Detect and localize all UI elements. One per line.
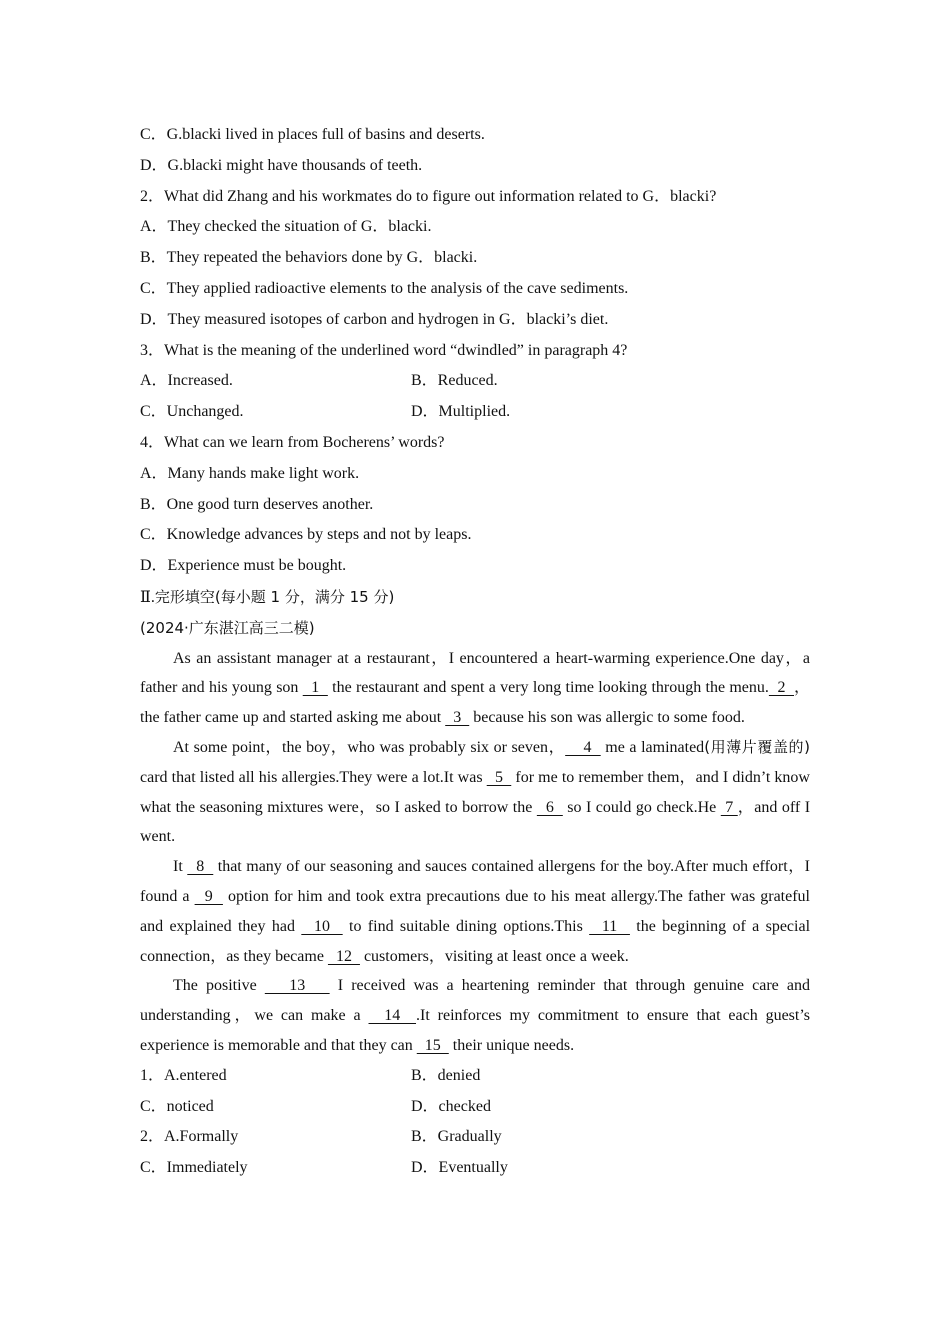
p2-text-3: card that listed all his allergies.They were a lot.It was bbox=[140, 768, 487, 786]
q3-stem bbox=[140, 336, 810, 367]
q2-option-d: D．They measured isotopes of carbon and hydrogen in G．blacki’s diet. bbox=[140, 310, 609, 328]
p1-text-2: the restaurant and spent a very long time looking through the menu. bbox=[327, 679, 769, 697]
blank-3: 3 bbox=[445, 709, 470, 727]
blank-15: 15 bbox=[416, 1036, 449, 1054]
q3-option-a: A．Increased. bbox=[140, 372, 233, 390]
blank-6: 6 bbox=[536, 798, 563, 816]
q2-option-a: A．They checked the situation of G．blacki. bbox=[140, 218, 432, 236]
p4-text-4: their unique needs. bbox=[448, 1036, 575, 1054]
p1-text-1: As an assistant manager at a restaurant，I encountered a heart-warming experience.One day，a father and his young son bbox=[140, 649, 810, 697]
q3-option-d: D．Multiplied. bbox=[411, 403, 511, 421]
gloss-note: (用薄片覆盖的) bbox=[704, 737, 810, 756]
passage-paragraph-4 bbox=[140, 971, 810, 1060]
p2-text-1: At some point，the boy，who was probably six or seven， bbox=[173, 738, 566, 756]
p3-text-2: that many of our seasoning and sauces contained allergens for the boy.After much effort，I found a bbox=[140, 858, 811, 905]
blank-13: 13 bbox=[264, 977, 330, 995]
p1-text-4: because his son was allergic to some food. bbox=[469, 709, 745, 727]
q1-option-c: C．G.blacki lived in places full of basins and deserts. bbox=[140, 126, 485, 143]
section-number: Ⅱ. bbox=[140, 588, 155, 606]
p2-text-4: for me to remember them，and I didn’t know what the seasoning mixtures were，so I asked to borrow the bbox=[140, 768, 810, 816]
p2-text-5: so I could go check.He bbox=[562, 798, 721, 816]
passage-paragraph-3 bbox=[140, 852, 810, 971]
section-score: (每小题 1 分，满分 15 分) bbox=[214, 587, 395, 606]
cloze-q1-option-b: B．denied bbox=[411, 1066, 481, 1084]
blank-8: 8 bbox=[187, 858, 214, 876]
cloze-q2-option-a: 2．A.Formally bbox=[140, 1128, 239, 1146]
p4-text-1: The positive bbox=[173, 977, 265, 995]
cloze-q1-row-1 bbox=[140, 1061, 810, 1092]
passage-paragraph-1 bbox=[140, 644, 810, 733]
p3-text-6: customers，visiting at least once a week. bbox=[359, 947, 629, 965]
blank-9: 9 bbox=[194, 887, 223, 905]
q4-stem: 4．What can we learn from Bocherens’ words? bbox=[140, 433, 445, 451]
p1-text-3: ，the father came up and started asking me about bbox=[140, 679, 811, 727]
q2-stem: 2．What did Zhang and his workmates do to figure out information related to G．blacki? bbox=[140, 187, 717, 205]
passage-paragraph-2 bbox=[140, 733, 810, 852]
q4-option-b: B．One good turn deserves another. bbox=[140, 495, 374, 513]
p3-text-4: to find suitable dining options.This bbox=[342, 917, 590, 935]
q4-option-a: A．Many hands make light work. bbox=[140, 464, 360, 482]
cloze-q1-option-c: C．noticed bbox=[140, 1097, 214, 1115]
cloze-q2-option-b: B．Gradually bbox=[411, 1128, 502, 1146]
section-heading bbox=[140, 582, 810, 613]
blank-14: 14 bbox=[368, 1007, 417, 1025]
section-source bbox=[140, 613, 810, 644]
blank-5: 5 bbox=[486, 768, 512, 786]
q2-option-c: C．They applied radioactive elements to the analysis of the cave sediments. bbox=[140, 279, 629, 297]
q1-option-d: D．G.blacki might have thousands of teeth. bbox=[140, 156, 423, 174]
blank-4: 4 bbox=[565, 738, 601, 756]
cloze-q1-option-a: 1．A.entered bbox=[140, 1066, 227, 1084]
p3-text-5: the beginning of a special connection，as they became bbox=[140, 917, 811, 965]
q3-stem-text: 3．What is the meaning of the underlined word “dwindled” in paragraph 4? bbox=[140, 341, 628, 359]
q3-options-row-2 bbox=[140, 397, 810, 428]
section-title: 完形填空 bbox=[154, 587, 215, 606]
cloze-q2-option-d: D．Eventually bbox=[411, 1159, 508, 1177]
p4-text-2: I received was a heartening reminder that through genuine care and understanding，we can make a bbox=[140, 977, 811, 1025]
blank-7: 7 bbox=[720, 798, 738, 816]
source-text: (2024·广东湛江高三二模) bbox=[140, 618, 315, 637]
p4-text-3: .It reinforces my commitment to ensure that each guest’s experience is memorable and that they can bbox=[140, 1007, 811, 1054]
blank-2: 2 bbox=[768, 679, 795, 697]
p3-text-3: option for him and took extra precautions due to his meat allergy.The father was grateful and explained they had bbox=[140, 887, 810, 935]
q2-option-b: B．They repeated the behaviors done by G．blacki. bbox=[140, 249, 478, 267]
document-page bbox=[140, 120, 810, 1184]
cloze-q1-option-d: D．checked bbox=[411, 1097, 491, 1115]
q4-option-d: D．Experience must be bought. bbox=[140, 557, 347, 575]
blank-11: 11 bbox=[589, 917, 630, 935]
cloze-q1-row-2 bbox=[140, 1092, 810, 1123]
cloze-q2-row-1 bbox=[140, 1122, 810, 1153]
q3-option-c: C．Unchanged. bbox=[140, 403, 244, 421]
p2-text-2: me a laminated bbox=[600, 738, 705, 756]
blank-12: 12 bbox=[327, 947, 360, 965]
cloze-q2-row-2 bbox=[140, 1153, 810, 1184]
p2-text-6: ，and off I went. bbox=[140, 798, 811, 846]
q3-options-row-1 bbox=[140, 366, 810, 397]
q4-option-c: C．Knowledge advances by steps and not by leaps. bbox=[140, 526, 472, 544]
blank-1: 1 bbox=[302, 679, 328, 697]
p3-text-1: It bbox=[173, 858, 188, 876]
cloze-q2-option-c: C．Immediately bbox=[140, 1159, 248, 1177]
q3-option-b: B．Reduced. bbox=[411, 372, 498, 390]
blank-10: 10 bbox=[301, 917, 343, 935]
